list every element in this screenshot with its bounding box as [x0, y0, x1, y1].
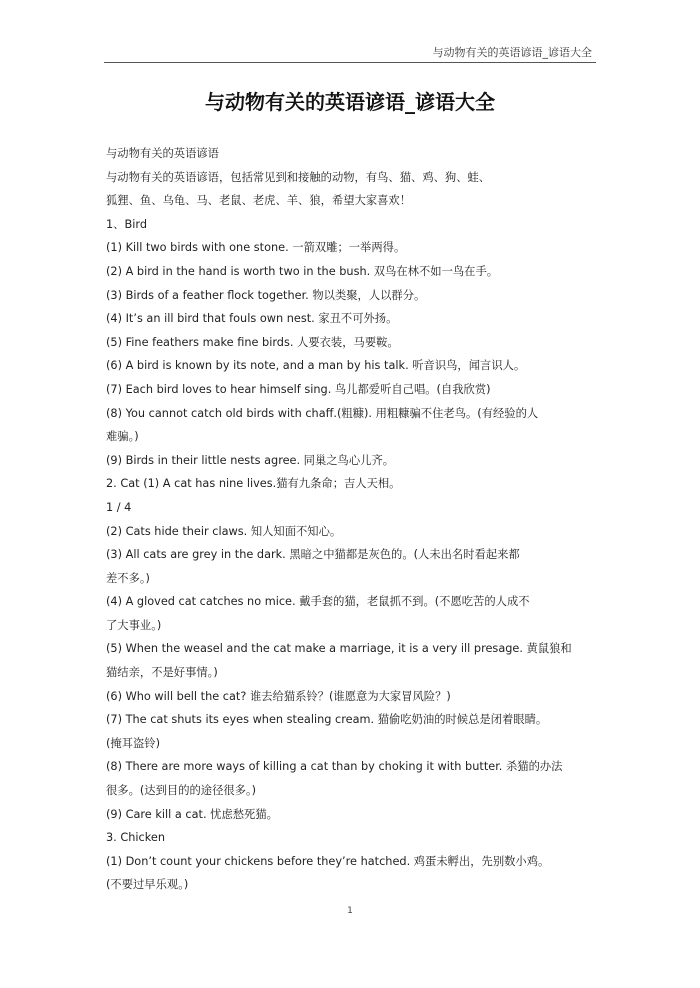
text-line: (5) When the weasel and the cat make a marriage, it is a very ill presage. 黄鼠狼和 [106, 642, 572, 656]
text-line: (5) Fine feathers make fine birds. 人要衣装，马要鞍。 [106, 335, 399, 349]
page-header [0, 0, 700, 68]
text-line: (4) It’s an ill bird that fouls own nest. 家丑不可外扬。 [106, 312, 398, 326]
header-rule [104, 62, 596, 63]
text-line: 难骗。) [106, 430, 139, 444]
text-line: 差不多。) [106, 571, 150, 585]
text-line: (9) Care kill a cat. 忧虑愁死猫。 [106, 807, 278, 821]
text-line: 2. Cat (1) A cat has nine lives.猫有九条命；吉人天相。 [106, 477, 401, 491]
text-line: 与动物有关的英语谚语 [106, 147, 219, 160]
text-line: (7) The cat shuts its eyes when stealing cream. 猫偷吃奶油的时候总是闭着眼睛。 [106, 713, 548, 727]
document-title: 与动物有关的英语谚语_谚语大全 [205, 90, 495, 114]
text-line: (3) Birds of a feather flock together. 物以类聚，人以群分。 [106, 288, 426, 302]
text-line: 1 / 4 [106, 500, 132, 514]
text-line: (1) Kill two birds with one stone. 一箭双雕；一举两得。 [106, 241, 406, 255]
text-line: 很多。(达到目的的途径很多。) [106, 784, 257, 798]
text-line: (9) Birds in their little nests agree. 同巢之鸟心儿齐。 [106, 453, 395, 467]
text-line: (8) There are more ways of killing a cat than by choking it with butter. 杀猫的办法 [106, 760, 563, 774]
text-line: 与动物有关的英语谚语，包括常见到和接触的动物，有鸟、猫、鸡、狗、蛙、 [106, 170, 491, 184]
text-line: (6) A bird is known by its note, and a man by his talk. 听音识鸟，闻言识人。 [106, 359, 526, 373]
text-line: (3) All cats are grey in the dark. 黑暗之中猫都是灰色的。(人未出名时看起来都 [106, 548, 520, 562]
running-title: 与动物有关的英语谚语_谚语大全 [432, 46, 592, 59]
text-line: (8) You cannot catch old birds with chaff.(粗糠). 用粗糠骗不住老鸟。(有经验的人 [106, 406, 539, 420]
text-line: (4) A gloved cat catches no mice. 戴手套的猫，老鼠抓不到。(不愿吃苦的人成不 [106, 595, 530, 609]
text-line: (2) Cats hide their claws. 知人知面不知心。 [106, 524, 342, 538]
text-line: (6) Who will bell the cat? 谁去给猫系铃？(谁愿意为大家冒风险？) [106, 689, 451, 703]
text-line: (掩耳盗铃) [106, 736, 161, 750]
text-line: (7) Each bird loves to hear himself sing. 鸟儿都爱听自己唱。(自我欣赏) [106, 382, 491, 396]
text-line: 狐狸、鱼、乌龟、马、老鼠、老虎、羊、狼，希望大家喜欢！ [106, 194, 412, 208]
text-line: 1、Bird [106, 217, 147, 231]
document-body [106, 142, 594, 897]
text-line: 猫结亲，不是好事情。) [106, 666, 218, 680]
text-line: (2) A bird in the hand is worth two in the bush. 双鸟在林不如一鸟在手。 [106, 264, 499, 278]
text-line: 3. Chicken [106, 831, 166, 845]
text-line: (不要过早乐观。) [106, 878, 189, 892]
page-number: 1 [347, 906, 353, 916]
text-line: (1) Don’t count your chickens before they’re hatched. 鸡蛋未孵出，先别数小鸡。 [106, 854, 550, 868]
text-line: 了大事业。) [106, 618, 162, 632]
